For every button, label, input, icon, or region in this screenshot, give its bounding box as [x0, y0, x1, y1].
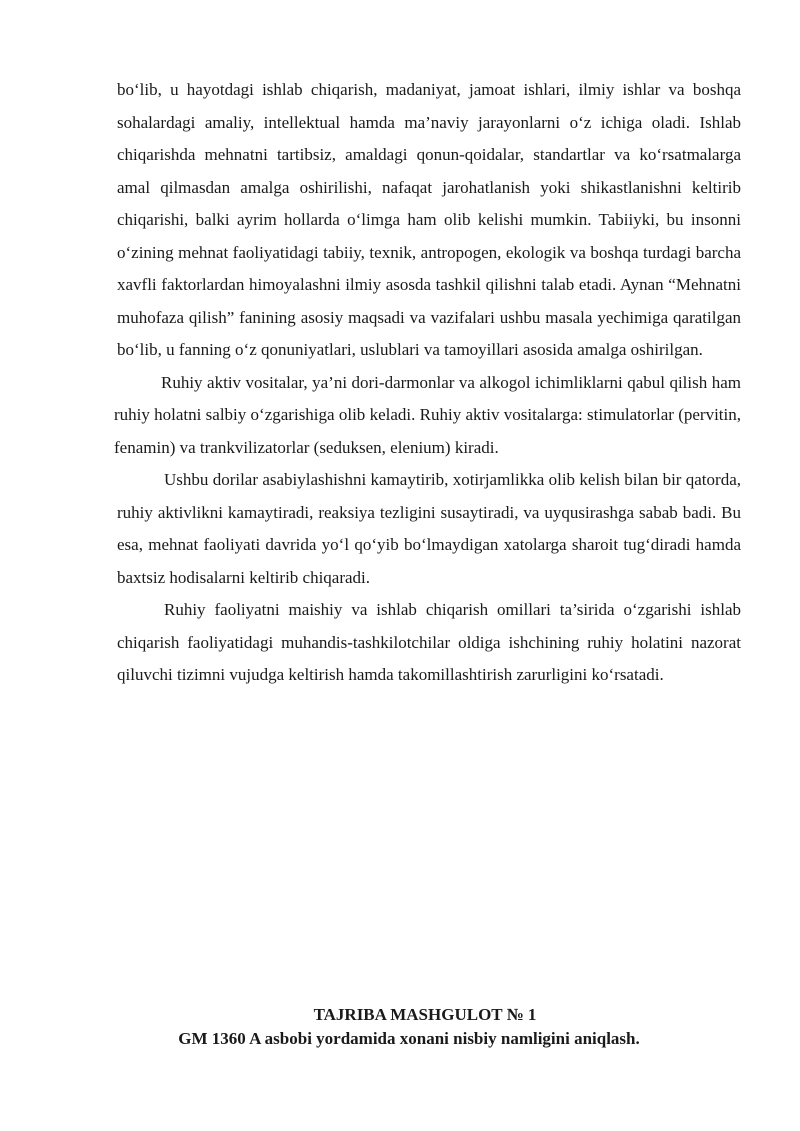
- body-text: [114, 74, 741, 692]
- section-title: TAJRIBA MASHGULOT № 1: [313, 1005, 537, 1024]
- section-heading: [0, 1003, 800, 1051]
- section-subtitle: GM 1360 A asbobi yordamida xonani nisbiy namligini aniqlash.: [178, 1029, 640, 1048]
- paragraph-drug-effects: Ushbu dorilar asabiylashishni kamaytirib, xotirjamlikka olib kelish bilan bir qatorda, ruhiy aktivlikni kamaytiradi, reaksiya tezligini susaytiradi, va uyqusirashga sabab badi. Bu esa, mehnat faoliyati davrida yo‘l qo‘yib bo‘lmaydigan xatolarga sharoit tug‘diradi hamda baxtsiz hodisalarni keltirib chiqaradi.: [117, 470, 741, 587]
- paragraph-continuation: bo‘lib, u hayotdagi ishlab chiqarish, madaniyat, jamoat ishlari, ilmiy ishlar va boshqa sohalardagi amaliy, intellektual hamda ma’naviy jarayonlarni o‘z ichiga oladi. Ishlab chiqarishda mehnatni tartibsiz, amaldagi qonun-qoidalar, standartlar va ko‘rsatmalarga amal qilmasdan amalga oshirilishi, nafaqat jarohatlanish yoki shikastlanishni keltirib chiqarishi, balki ayrim hollarda o‘limga ham olib kelishi mumkin. Tabiiyki, bu insonni o‘zining mehnat faoliyatidagi tabiiy, texnik, antropogen, ekologik va boshqa turdagi barcha xavfli faktorlardan himoyalashni ilmiy asosda tashkil qilishni talab etadi. Aynan “Mehnatni muhofaza qilish” fanining asosiy maqsadi va vazifalari ushbu masala yechimiga qaratilgan bo‘lib, u fanning o‘z qonuniyatlari, uslublari va tamoyillari asosida amalga oshirilgan.: [117, 80, 741, 359]
- paragraph-psychoactive-substances: Ruhiy aktiv vositalar, ya’ni dori-darmonlar va alkogol ichimliklarni qabul qilish ham ruhiy holatni salbiy o‘zgarishiga olib keladi. Ruhiy aktiv vositalarga: stimulatorlar (pervitin, fenamin) va trankvilizatorlar (seduksen, elenium) kiradi.: [114, 372, 741, 457]
- paragraph-mental-state-control: Ruhiy faoliyatni maishiy va ishlab chiqarish omillari ta’sirida o‘zgarishi ishlab chiqarish faoliyatidagi muhandis-tashkilotchilar oldiga ishchining ruhiy holatini nazorat qiluvchi tizimni vujudga keltirish hamda takomillashtirish zarurligini ko‘rsatadi.: [117, 600, 741, 684]
